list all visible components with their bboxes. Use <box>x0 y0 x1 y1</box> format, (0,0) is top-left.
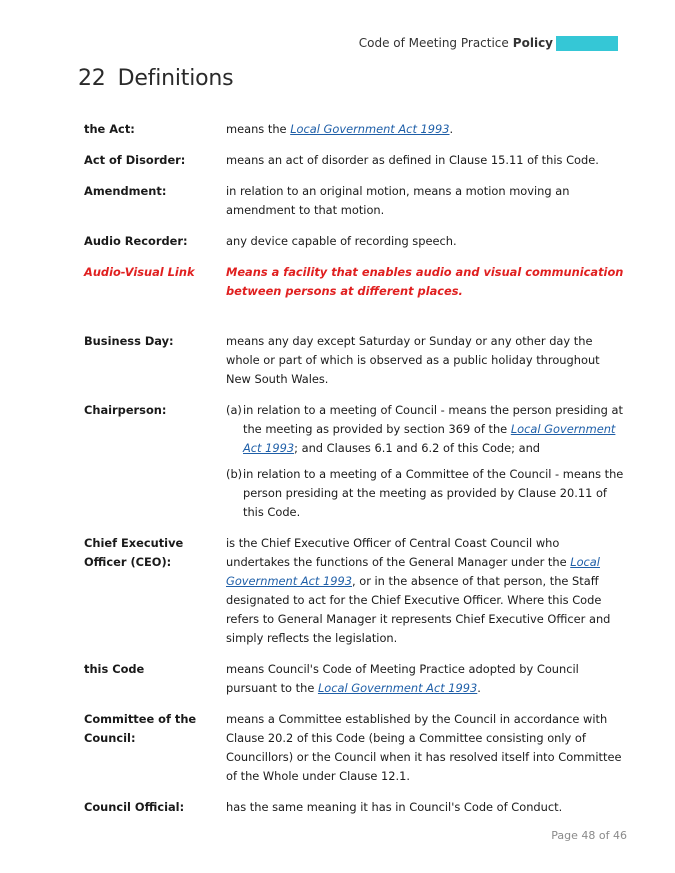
meaning-text: is the Chief Executive Officer of Central Coast Council who undertakes the functions of the General Manager under the <box>226 536 571 569</box>
meaning-text: . <box>477 681 481 695</box>
act-link[interactable]: Local Government Act 1993 <box>317 681 478 695</box>
meaning-text: means Council's Code of Meeting Practice adopted by Council pursuant to the <box>226 662 579 695</box>
definition-meaning: means any day except Saturday or Sunday or any other day the whole or part of which is observed as a public holiday throughout New South Wales. <box>226 334 600 386</box>
definition-term: Act of Disorder: <box>84 153 186 167</box>
definition-row <box>84 798 624 817</box>
definition-term: the Act: <box>84 122 135 136</box>
meaning-text: . <box>449 122 454 136</box>
meaning-text: in relation to a meeting of Council - means the person presiding at the meeting as provided by section 369 of the <box>243 403 623 436</box>
definition-meaning <box>226 534 624 648</box>
definition-term: Audio Recorder: <box>84 234 188 248</box>
header-title-bold: Policy <box>512 36 553 50</box>
header-title: Code of Meeting Practice <box>358 36 509 50</box>
definition-row <box>84 710 624 786</box>
definition-meaning: any device capable of recording speech. <box>226 234 457 248</box>
definition-meaning: has the same meaning it has in Council's Code of Conduct. <box>226 800 563 814</box>
definition-row <box>84 120 624 139</box>
definition-row <box>84 182 624 220</box>
meaning-text: means the <box>226 122 291 136</box>
definition-term: Amendment: <box>84 184 167 198</box>
sub-item-text <box>243 401 624 458</box>
definition-row <box>84 232 624 251</box>
definition-meaning <box>226 120 624 139</box>
header-accent-bar <box>556 36 618 51</box>
definition-term: Audio-Visual Link <box>84 265 195 279</box>
act-link[interactable]: Local Government Act 1993 <box>243 422 616 455</box>
definition-row <box>84 151 624 170</box>
definition-meaning <box>226 401 624 522</box>
act-link[interactable]: Local Government Act 1993 <box>226 555 600 588</box>
definition-term: this Code <box>84 662 145 676</box>
definition-term: Council Official: <box>84 800 185 814</box>
definition-row-highlighted <box>84 263 624 301</box>
sub-item <box>226 401 624 458</box>
section-heading <box>78 66 233 91</box>
meaning-text: ; and Clauses 6.1 and 6.2 of this Code; and <box>294 441 541 455</box>
definition-meaning: Means a facility that enables audio and visual communication between persons at different places. <box>226 265 624 298</box>
definition-term: Committee of the Council: <box>84 712 197 745</box>
page-number: Page 48 of 46 <box>551 829 627 842</box>
sub-item-label: (a) <box>226 403 242 417</box>
definition-row <box>84 401 624 522</box>
section-title: Definitions <box>117 66 234 91</box>
definition-row <box>84 332 624 389</box>
definition-meaning <box>226 660 624 698</box>
sub-item-label: (b) <box>226 467 243 481</box>
definition-term: Chairperson: <box>84 403 167 417</box>
definitions-list <box>84 120 624 829</box>
definition-term: Chief Executive Officer (CEO): <box>84 536 184 569</box>
definition-meaning: in relation to an original motion, means a motion moving an amendment to that motion. <box>226 184 570 217</box>
definition-meaning: means an act of disorder as defined in Clause 15.11 of this Code. <box>226 153 599 167</box>
page-header <box>359 33 618 53</box>
definition-meaning: means a Committee established by the Council in accordance with Clause 20.2 of this Code (being a Committee consisting only of Councillors) or the Council when it has resolved itself into Committee of the Whole under Clause 12.1. <box>226 712 622 783</box>
definition-term: Business Day: <box>84 334 174 348</box>
definition-row <box>84 534 624 648</box>
sub-item-text: in relation to a meeting of a Committee of the Council - means the person presiding at the meeting as provided by Clause 20.11 of this Code. <box>243 467 624 519</box>
section-number: 22 <box>78 66 106 91</box>
act-link[interactable]: Local Government Act 1993 <box>290 122 450 136</box>
meaning-text: , or in the absence of that person, the Staff designated to act for the Chief Executive Officer. Where this Code refers to General Manager it represents Chief Executive Officer and simply reflects the legislation. <box>226 574 611 645</box>
definition-row <box>84 660 624 698</box>
sub-item <box>226 465 624 522</box>
